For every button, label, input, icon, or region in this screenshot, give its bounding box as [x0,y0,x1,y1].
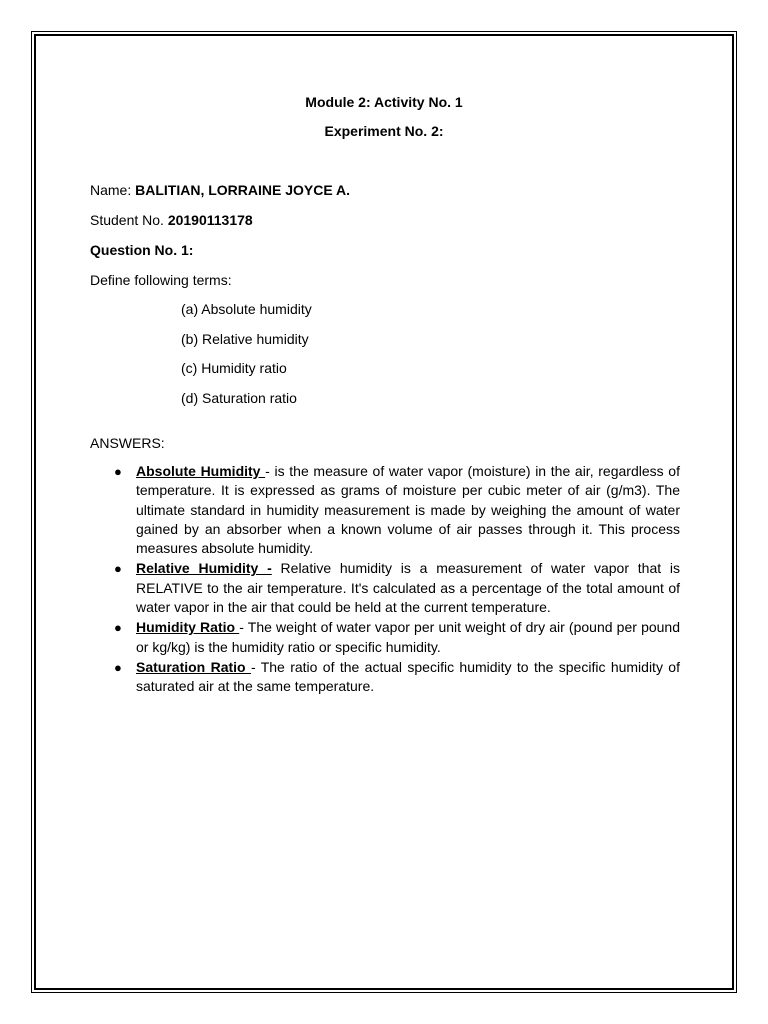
answer-term: Humidity Ratio [136,619,240,636]
list-item [90,658,680,697]
bullet-icon: ● [114,464,122,479]
list-item [90,618,680,657]
student-name-line [90,182,350,198]
answer-term: Relative Humidity - [136,560,272,577]
answer-text: - The weight of water vapor per unit weight of dry air (pound per pound or kg/kg) is the humidity ratio or specific humidity. [136,619,680,655]
experiment-heading: Experiment No. 2: [324,123,444,139]
bullet-icon: ● [114,620,122,636]
name-value: BALITIAN, LORRAINE JOYCE A. [135,182,351,198]
list-item [90,462,680,558]
answer-text: - is the measure of water vapor (moisture) in the air, regardless of temperature. It is expressed as grams of moisture per cubic meter of air (g/m3). The ultimate standard in humidity measurement is made by weighing the amount of water gained by an absorber when a known volume of air passes through it. This process measures absolute humidity. [136,463,680,557]
name-label: Name: [90,182,132,198]
answers-heading: ANSWERS: [90,435,165,451]
student-number-label: Student No. [90,212,164,228]
bullet-icon: ● [114,561,122,577]
student-number-value: 20190113178 [167,212,253,228]
term-item: (c) Humidity ratio [181,360,287,376]
bullet-icon: ● [114,659,122,675]
term-item: (a) Absolute humidity [181,301,312,317]
list-item [90,559,680,617]
question-prompt: Define following terms: [90,272,232,288]
answer-text: - The ratio of the actual specific humidity to the specific humidity of saturated air at the same temperature. [136,658,680,695]
student-number-line [90,212,253,228]
term-item: (d) Saturation ratio [181,390,297,406]
answer-text: Relative humidity is a measurement of water vapor that is RELATIVE to the air temperature. It's calculated as a percentage of the total amount of water vapor in the air that could be held at the current temperature. [136,560,680,616]
module-heading: Module 2: Activity No. 1 [305,94,463,110]
answer-term: Saturation Ratio [136,658,251,675]
term-item: (b) Relative humidity [181,331,309,347]
answer-term: Absolute Humidity [136,463,266,479]
question-title: Question No. 1: [90,242,194,258]
answers-list [90,462,680,698]
